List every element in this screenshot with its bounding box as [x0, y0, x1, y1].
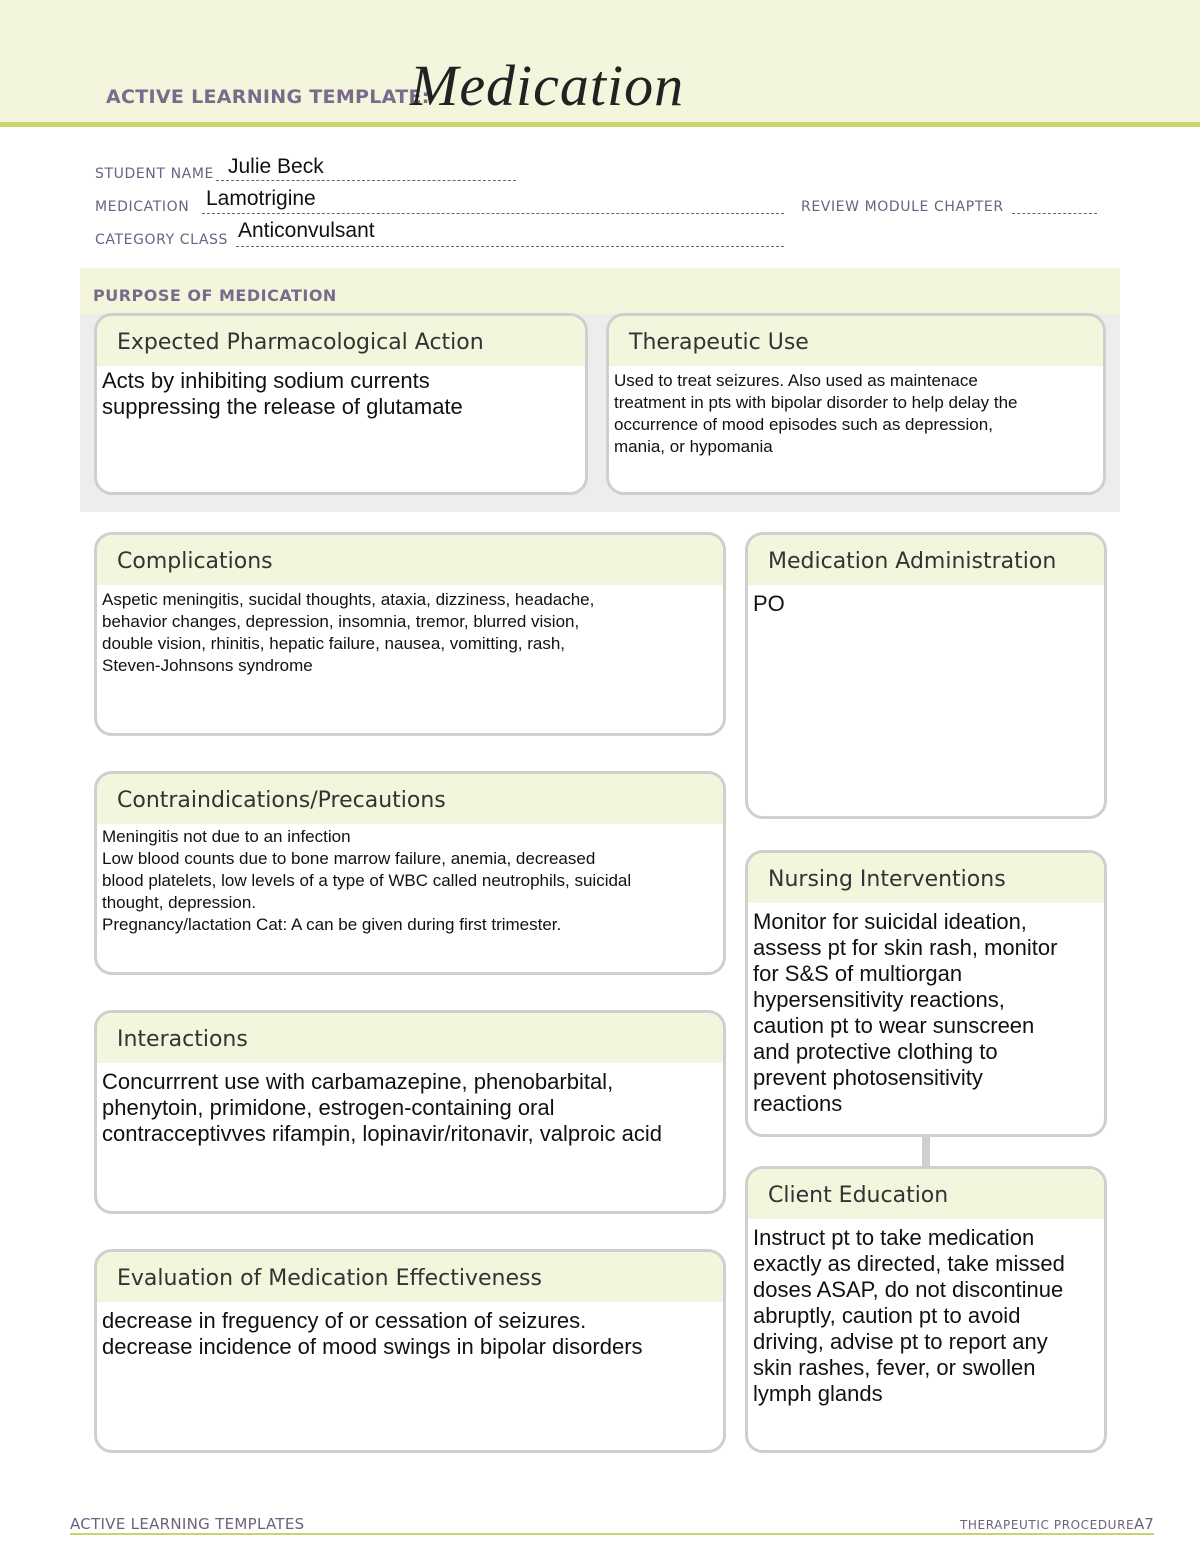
review-module-line [1012, 213, 1097, 214]
expected-action-title: Expected Pharmacological Action [97, 316, 585, 366]
box-connector [922, 1135, 930, 1166]
page-title: Medication [410, 53, 685, 118]
complications-box [94, 532, 726, 736]
category-class-field[interactable]: Anticonvulsant [238, 219, 375, 242]
contraindications-text[interactable]: Meningitis not due to an infection Low blood counts due to bone marrow failure, anemia, decreased blood platelets, low levels of a type of WBC called neutrophils, suicidal thought, depression. Pregnancy/lactation Cat: A can be given during first trimester. [102, 827, 632, 934]
contraindications-box [94, 771, 726, 975]
review-module-label: REVIEW MODULE CHAPTER [801, 199, 1004, 215]
complications-title: Complications [97, 535, 723, 585]
medication-field[interactable]: Lamotrigine [206, 187, 316, 210]
evaluation-box [94, 1249, 726, 1453]
interactions-box [94, 1010, 726, 1214]
page-number: A7 [1134, 1515, 1154, 1533]
student-name-field[interactable]: Julie Beck [228, 155, 324, 178]
medication-label: MEDICATION [95, 199, 190, 215]
therapeutic-use-text[interactable]: Used to treat seizures. Also used as maintenace treatment in pts with bipolar disorder to help delay the occurrence of mood episodes such as depression, mania, or hypomania [614, 371, 1018, 456]
student-name-line [216, 180, 516, 181]
medication-administration-box [745, 532, 1107, 819]
client-education-box [745, 1166, 1107, 1453]
interactions-text[interactable]: Concurrrent use with carbamazepine, phenobarbital, phenytoin, primidone, estrogen-containing oral contracceptivves rifampin, lopinavir/ritonavir, valproic acid [102, 1069, 663, 1146]
medication-administration-title: Medication Administration [748, 535, 1104, 585]
student-name-label: STUDENT NAME [95, 166, 214, 182]
medication-administration-text[interactable]: PO [753, 591, 785, 616]
footer-rule [70, 1533, 1154, 1535]
interactions-title: Interactions [97, 1013, 723, 1063]
evaluation-text[interactable]: decrease in freguency of or cessation of seizures. decrease incidence of mood swings in bipolar disorders [102, 1308, 643, 1359]
client-education-text[interactable]: Instruct pt to take medication exactly as directed, take missed doses ASAP, do not discontinue abruptly, caution pt to avoid driving, advise pt to report any skin rashes, fever, or swollen lymph glands [753, 1225, 1065, 1406]
footer-left-label: ACTIVE LEARNING TEMPLATES [70, 1515, 305, 1533]
footer-right-label: THERAPEUTIC PROCEDURE [960, 1518, 1135, 1532]
expected-action-text[interactable]: Acts by inhibiting sodium currents suppressing the release of glutamate [102, 368, 463, 419]
category-class-line [236, 246, 784, 247]
therapeutic-use-box [606, 313, 1106, 495]
nursing-interventions-title: Nursing Interventions [748, 853, 1104, 903]
complications-text[interactable]: Aspetic meningitis, sucidal thoughts, ataxia, dizziness, headache, behavior changes, depression, insomnia, tremor, blurred vision, double vision, rhinitis, hepatic failure, nausea, vomitting, rash, Steven-Johnsons syndrome [102, 590, 595, 675]
client-education-title: Client Education [748, 1169, 1104, 1219]
nursing-interventions-box [745, 850, 1107, 1137]
contraindications-title: Contraindications/Precautions [97, 774, 723, 824]
category-class-label: CATEGORY CLASS [95, 232, 229, 248]
evaluation-title: Evaluation of Medication Effectiveness [97, 1252, 723, 1302]
nursing-interventions-text[interactable]: Monitor for suicidal ideation, assess pt for skin rash, monitor for S&S of multiorgan hypersensitivity reactions, caution pt to wear sunscreen and protective clothing to prevent photosensitivity reactions [753, 909, 1058, 1116]
therapeutic-use-title: Therapeutic Use [609, 316, 1103, 366]
medication-line [202, 213, 784, 214]
purpose-label: PURPOSE OF MEDICATION [93, 286, 337, 305]
expected-action-box [94, 313, 588, 495]
template-label: ACTIVE LEARNING TEMPLATE: [106, 86, 430, 108]
header-rule [0, 122, 1200, 127]
